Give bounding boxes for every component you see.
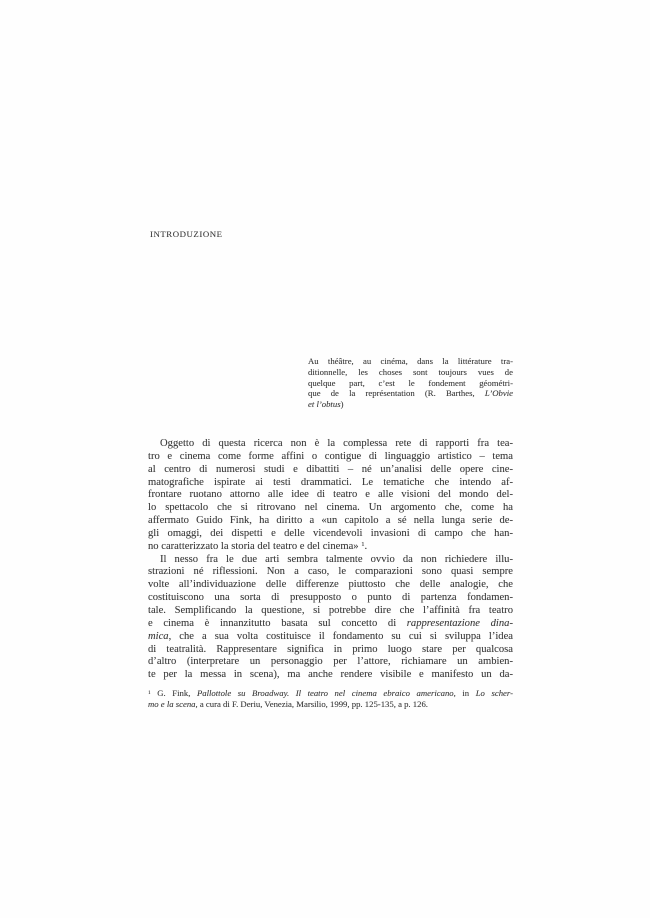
text-line: Il nesso fra le due arti sembra talmente ovvio da non richiedere illu- (160, 553, 513, 565)
text-line: al centro di numerosi studi e dibattiti – né un’analisi delle opere cine- (148, 463, 513, 475)
text-line: Au théâtre, au cinéma, dans la littérature tra- (308, 356, 513, 366)
text-line: lo spettacolo che si ritrovano nel cinema. Un argomento che, come ha (148, 502, 513, 514)
text-line: et l’obtus) (308, 399, 344, 410)
text-line: costituiscono una sorta di presupposto o punto di partenza fondamen- (148, 592, 513, 604)
text-line: Oggetto di questa ricerca non è la complessa rete di rapporti fra tea- (160, 438, 513, 449)
text-line: strazioni né riflessioni. Non a caso, le comparazioni sono quasi sempre (148, 566, 513, 578)
text-line: affermato Guido Fink, ha diritto a «un capitolo a sé nella lunga serie de- (148, 515, 513, 527)
text-line: quelque part, c’est le fondement géométri- (308, 377, 513, 388)
text-line: volte all’individuazione delle differenze piuttosto che delle analogie, che (148, 579, 513, 591)
text-line: no caratterizzato la storia del teatro e del cinema» $^1$. (148, 540, 368, 552)
text-line: e cinema è innanzitutto basata sul concetto di rappresentazione dina- (148, 617, 513, 629)
text-line: que de la représentation (R. Barthes, L’Obvie (308, 388, 513, 399)
paragraph-1 (148, 438, 513, 554)
paragraph-2 (148, 554, 513, 682)
body-text (148, 438, 513, 682)
footnote (148, 688, 513, 711)
text-line: $^1$ G. Fink, Pallottole su Broadway. Il teatro nel cinema ebraico americano, in Lo scher- (148, 688, 513, 698)
text-line: mo e la scena, a cura di F. Deriu, Venezia, Marsilio, 1999, pp. 125-135, a p. 126. (148, 699, 428, 710)
text-line: ditionnelle, les choses sont toujours vues de (308, 366, 513, 377)
text-line: gli omaggi, dei dispetti e delle vicendevoli invasioni di campo che han- (148, 527, 513, 539)
text-line: matografiche ispirate ai testi drammatici. Le tematiche che intendo af- (148, 476, 513, 488)
text-line: frontare ruotano attorno alle idee di teatro e alle visioni del mondo del- (148, 489, 513, 501)
running-header: INTRODUZIONE (150, 229, 223, 239)
text-line: d’altro (interpretare un personaggio per l’attore, richiamare un ambien- (148, 656, 513, 668)
text-line: tale. Semplificando la questione, si potrebbe dire che l’affinità fra teatro (148, 604, 513, 616)
text-line: mica, che a sua volta costituisce il fondamento su cui si sviluppa l’idea (148, 630, 513, 642)
text-line: tro e cinema come forme affini o contigue di linguaggio artistico – tema (148, 450, 513, 462)
epigraph-quote (308, 356, 513, 410)
text-line: te per la messa in scena), ma anche rendere visibile e manifesto un da- (148, 669, 513, 681)
text-line: di teatralità. Rappresentare significa in primo luogo stare per qualcosa (148, 643, 513, 655)
